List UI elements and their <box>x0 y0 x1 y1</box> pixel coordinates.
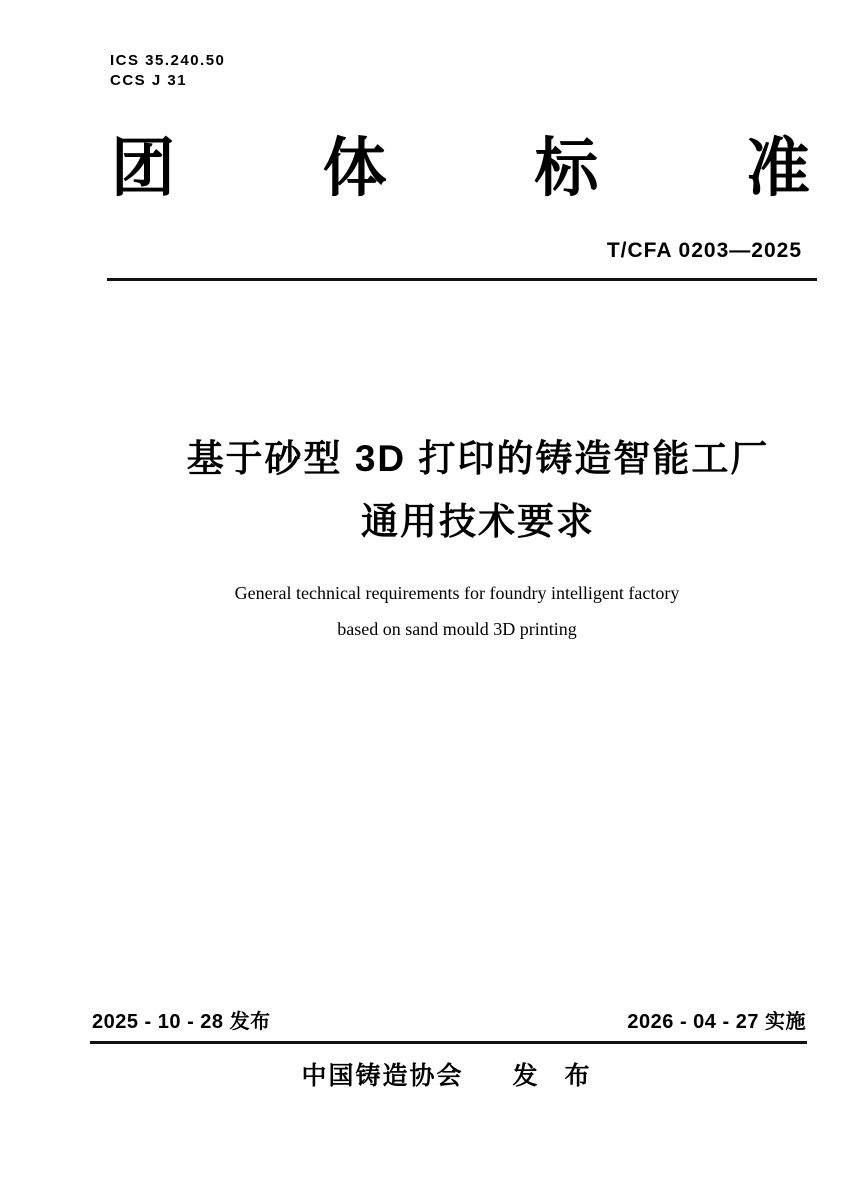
issue-date: 2025 - 10 - 28 发布 <box>92 1011 271 1033</box>
date-row <box>92 1005 806 1034</box>
doc-type-char-3: 标 <box>534 132 599 204</box>
doc-type-char-4: 准 <box>745 132 810 204</box>
standard-number: T/CFA 0203—2025 <box>606 239 802 262</box>
title-en-line1: General technical requirements for foundry intelligent factory <box>234 583 680 603</box>
publisher-line <box>90 1056 807 1092</box>
title-zh-line1: 基于砂型 3D 打印的铸造智能工厂 <box>186 438 770 479</box>
document-type-title <box>111 132 810 204</box>
title-zh-line2: 通用技术要求 <box>361 501 595 542</box>
ccs-code: CCS J 31 <box>110 72 188 89</box>
header-rule <box>107 278 817 281</box>
publisher-name: 中国铸造协会 <box>301 1062 464 1090</box>
doc-type-char-1: 团 <box>111 132 175 204</box>
implementation-date: 2026 - 04 - 27 实施 <box>627 1011 806 1033</box>
footer-rule <box>90 1041 807 1044</box>
publish-label: 发 布 <box>512 1062 596 1090</box>
doc-type-char-2: 体 <box>322 132 387 204</box>
ics-code: ICS 35.240.50 <box>110 52 226 69</box>
title-en-line2: based on sand mould 3D printing <box>337 619 577 639</box>
classification-codes <box>110 51 225 91</box>
